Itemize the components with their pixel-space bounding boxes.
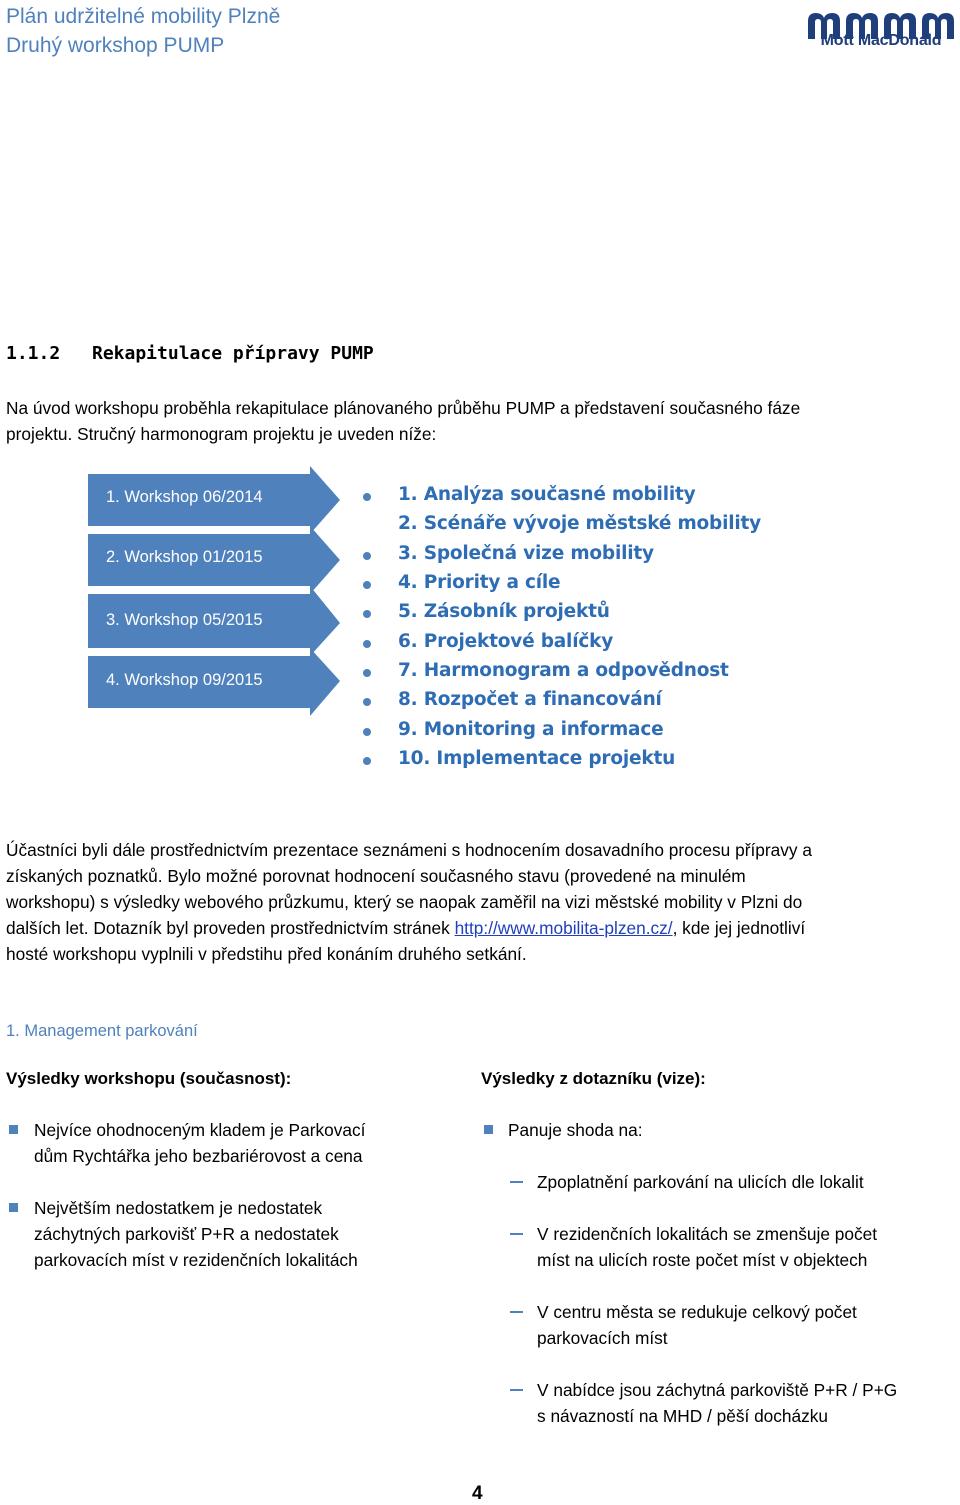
bullet-dot-icon xyxy=(363,728,371,736)
milestone-5: 5. Zásobník projektů xyxy=(398,601,610,622)
right-column-heading: Výsledky z dotazníku (vize): xyxy=(481,1069,706,1088)
intro-line-1: Na úvod workshopu proběhla rekapitulace plánovaného průběhu PUMP a představení současného fáze xyxy=(6,398,801,418)
milestone-7: 7. Harmonogram a odpovědnost xyxy=(398,660,729,681)
workshop-label-2: 2. Workshop 01/2015 xyxy=(106,548,263,566)
square-bullet-icon xyxy=(9,1203,18,1212)
workshop-label-3: 3. Workshop 05/2015 xyxy=(106,611,263,629)
paragraph2-line-1: Účastníci byli dále prostřednictvím prezentace seznámeni s hodnocením dosavadního procesu přípravy a xyxy=(6,840,812,860)
header-title: Plán udržitelné mobility Plzně xyxy=(6,5,281,28)
page-number: 4 xyxy=(472,1483,483,1504)
workshop-label-4: 4. Workshop 09/2015 xyxy=(106,671,263,689)
dash-bullet-icon xyxy=(510,1181,523,1183)
left-item-1-line-1: Nejvíce ohodnoceným kladem je Parkovací xyxy=(34,1120,366,1140)
bullet-dot-icon xyxy=(363,669,371,677)
right-item-2-line-2: míst na ulicích roste počet míst v objektech xyxy=(537,1250,868,1270)
left-item-2-line-3: parkovacích míst v rezidenčních lokalitách xyxy=(34,1250,358,1270)
bullet-dot-icon xyxy=(363,757,371,765)
subsection-heading xyxy=(6,1022,198,1041)
milestone-9: 9. Monitoring a informace xyxy=(398,719,664,740)
paragraph2-line-3: workshopu) s výsledky webového průzkumu, který se naopak zaměřil na vizi městské mobility v Plzni do xyxy=(6,892,803,912)
milestone-4: 4. Priority a cíle xyxy=(398,572,561,593)
right-item-3-line-2: parkovacích míst xyxy=(537,1328,668,1348)
left-item-2-line-2: záchytných parkovišť P+R a nedostatek xyxy=(34,1224,339,1244)
milestone-6: 6. Projektové balíčky xyxy=(398,631,614,652)
header-subtitle: Druhý workshop PUMP xyxy=(6,34,225,57)
milestone-10: 10. Implementace projektu xyxy=(398,748,676,769)
section-title: Rekapitulace přípravy PUMP xyxy=(92,343,374,364)
left-item-1-line-2: dům Rychtářka jeho bezbariérovost a cena xyxy=(34,1146,363,1166)
section-number: 1.1.2 xyxy=(6,343,61,364)
intro-line-2: projektu. Stručný harmonogram projektu je uveden níže: xyxy=(6,424,437,444)
right-item-4-line-1: V nabídce jsou záchytná parkoviště P+R / P+G xyxy=(537,1380,898,1400)
left-column-heading: Výsledky workshopu (současnost): xyxy=(6,1069,292,1088)
milestone-1: 1. Analýza současné mobility xyxy=(398,484,696,505)
mobilita-plzen-link[interactable]: http://www.mobilita-plzen.cz/ xyxy=(454,918,673,938)
bullet-dot-icon xyxy=(363,610,371,618)
left-item-2-line-1: Největším nedostatkem je nedostatek xyxy=(34,1198,323,1218)
workshop-label-1: 1. Workshop 06/2014 xyxy=(106,488,263,506)
right-item-3-line-1: V centru města se redukuje celkový počet xyxy=(537,1302,857,1322)
bullet-dot-icon xyxy=(363,581,371,589)
paragraph2-line-4 xyxy=(6,915,805,941)
paragraph2-line-5: hosté workshopu vyplnili v předstihu před konáním druhého setkání. xyxy=(6,944,527,964)
subsection-number: 1. xyxy=(6,1022,20,1040)
paragraph2-line-4-post: , kde jej jednotliví xyxy=(672,918,806,938)
paragraph2-line-4-pre: dalších let. Dotazník byl proveden prostřednictvím stránek xyxy=(6,918,455,938)
bullet-dot-icon xyxy=(363,640,371,648)
milestone-8: 8. Rozpočet a financování xyxy=(398,689,662,710)
square-bullet-icon xyxy=(9,1125,18,1134)
milestone-2: 2. Scénáře vývoje městské mobility xyxy=(398,513,762,534)
bullet-dot-icon xyxy=(363,698,371,706)
dash-bullet-icon xyxy=(510,1233,523,1235)
right-item-4-line-2: s návazností na MHD / pěší docházku xyxy=(537,1406,829,1426)
right-item-1-line-1: Zpoplatnění parkování na ulicích dle lokalit xyxy=(537,1172,864,1192)
dash-bullet-icon xyxy=(510,1389,523,1391)
right-item-2-line-1: V rezidenčních lokalitách se zmenšuje počet xyxy=(537,1224,878,1244)
bullet-dot-icon xyxy=(363,552,371,560)
dash-bullet-icon xyxy=(510,1311,523,1313)
right-lead: Panuje shoda na: xyxy=(508,1120,643,1140)
logo-text: Mott MacDonald xyxy=(820,32,942,49)
bullet-dot-icon xyxy=(363,493,371,501)
milestone-3: 3. Společná vize mobility xyxy=(398,543,654,564)
subsection-title: Management parkování xyxy=(24,1022,198,1040)
paragraph2-line-2: získaných poznatků. Bylo možné porovnat hodnocení současného stavu (provedené na minulém xyxy=(6,866,746,886)
square-bullet-icon xyxy=(484,1125,493,1134)
